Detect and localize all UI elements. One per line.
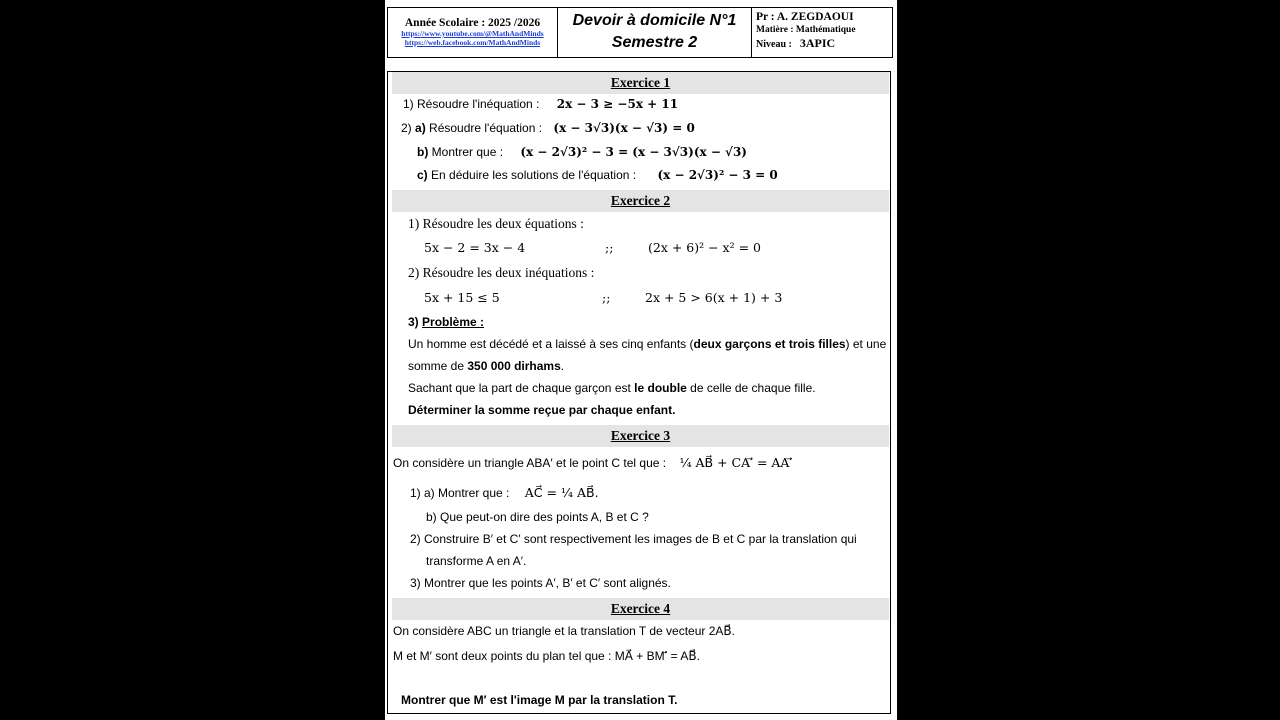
ex3-question-3: 3) Montrer que les points A′, B′ et C′ sont alignés. bbox=[410, 576, 671, 590]
ex3-question-2: 2) Construire B′ et C′ sont respectivement les images de B et C par la translation qui bbox=[410, 532, 857, 546]
exercise-4-title: Exercice 4 bbox=[392, 598, 889, 620]
ex4-line-2: M et M′ sont deux points du plan tel que : MA⃗ + BM′⃗ = AB⃗. bbox=[393, 649, 700, 663]
exercise-3-title: Exercice 3 bbox=[392, 425, 889, 447]
ex1-question-2a: 2) a) Résoudre l'équation : (x − 3√3)(x − √3) = 0 bbox=[401, 121, 695, 135]
ex2-problem-line-2: somme de 350 000 dirhams. bbox=[408, 359, 565, 373]
ex3-intro: On considère un triangle ABA′ et le point C tel que : ¼ AB⃗ + CA′⃗ = AA′⃗ bbox=[393, 455, 793, 470]
ex2-problem-line-4: Déterminer la somme reçue par chaque enfant. bbox=[408, 403, 676, 417]
document-title: Devoir à domicile N°1 bbox=[572, 12, 737, 29]
facebook-link[interactable]: https://web.facebook.com/MathAndMinds bbox=[404, 38, 541, 47]
ex3-question-1a: 1) a) Montrer que : AC⃗ = ¼ AB⃗. bbox=[410, 485, 599, 500]
title-cell bbox=[558, 8, 752, 57]
ex2-separator-2: ;; bbox=[602, 290, 611, 305]
exercises-box bbox=[387, 71, 891, 714]
subject-name: Matière : Mathématique bbox=[756, 25, 856, 35]
teacher-info-cell bbox=[752, 8, 892, 57]
ex2-problem-title: 3) Problème : bbox=[408, 315, 485, 329]
ex1-question-2c: c) En déduire les solutions de l'équation : (x − 2√3)² − 3 = 0 bbox=[417, 168, 778, 182]
ex1-question-1: 1) Résoudre l'inéquation : 2x − 3 ≥ −5x + 11 bbox=[403, 97, 679, 111]
ex3-question-1b: b) Que peut-on dire des points A, B et C ? bbox=[426, 510, 649, 524]
exercise-1-title: Exercice 1 bbox=[392, 72, 889, 94]
ex2-problem-line-1: Un homme est décédé et a laissé à ses cinq enfants (deux garçons et trois filles) et une bbox=[408, 337, 887, 351]
level-value: 3APIC bbox=[799, 36, 836, 50]
document-page bbox=[385, 0, 897, 720]
ex2-inequation-1: 5x + 15 ≤ 5 bbox=[424, 290, 500, 305]
ex2-equation-2: (2x + 6)² − x² = 0 bbox=[648, 240, 761, 255]
ex2-problem-line-3: Sachant que la part de chaque garçon est le double de celle de chaque fille. bbox=[408, 381, 816, 395]
document-header bbox=[387, 7, 893, 58]
semester-title: Semestre 2 bbox=[611, 34, 698, 51]
exercise-2-title: Exercice 2 bbox=[392, 190, 889, 212]
ex4-line-3: Montrer que M′ est l'image M par la translation T. bbox=[401, 693, 678, 707]
ex2-separator-1: ;; bbox=[605, 240, 614, 255]
ex2-question-2: 2) Résoudre les deux inéquations : bbox=[408, 265, 595, 280]
ex4-line-1: On considère ABC un triangle et la translation T de vecteur 2AB⃗. bbox=[393, 624, 735, 638]
ex2-equation-1: 5x − 2 = 3x − 4 bbox=[424, 240, 526, 255]
ex2-inequation-2: 2x + 5 > 6(x + 1) + 3 bbox=[645, 290, 783, 305]
ex2-question-1: 1) Résoudre les deux équations : bbox=[408, 216, 584, 231]
school-info-cell bbox=[388, 8, 558, 57]
ex1-question-2b: b) Montrer que : (x − 2√3)² − 3 = (x − 3√3)(x − √3) bbox=[417, 145, 747, 159]
level-info: Niveau : 3APIC bbox=[756, 36, 836, 50]
youtube-link[interactable]: https://www.youtube.com/@MathAndMinds bbox=[401, 29, 544, 38]
school-year: Année Scolaire : 2025 /2026 bbox=[404, 17, 541, 29]
teacher-name: Pr : A. ZEGDAOUI bbox=[756, 11, 854, 23]
ex3-question-2-continued: transforme A en A′. bbox=[426, 554, 527, 568]
